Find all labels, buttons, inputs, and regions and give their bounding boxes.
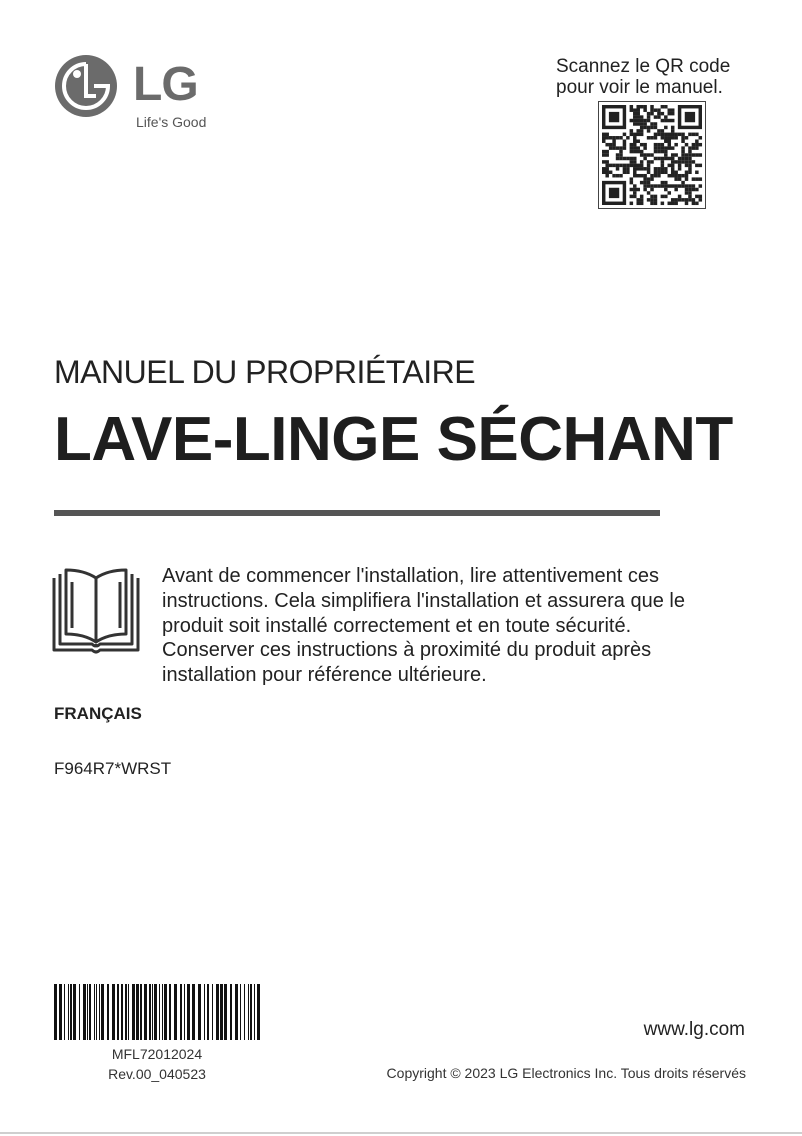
instruction-line: Avant de commencer l'installation, lire attentivement ces [162,565,660,587]
instruction-line: produit soit installé correctement et en toute sécurité. [162,614,632,637]
copyright-notice: Copyright © 2023 LG Electronics Inc. Tous droits réservés [386,1065,746,1081]
qr-caption [556,56,756,98]
model-number: F964R7*WRST [54,759,172,778]
document-number: MFL72012024 [111,1046,203,1062]
bottom-divider [0,1132,802,1134]
qr-caption-line: pour voir le manuel. [556,77,723,98]
document-subtitle: MANUEL DU PROPRIÉTAIRE [54,354,476,390]
instructions-text [162,564,762,688]
instruction-line: instructions. Cela simplifiera l'installation et assurera que le [162,589,685,612]
barcode-icon [54,984,260,1040]
title-divider [54,510,660,516]
website-link[interactable]: www.lg.com [643,1019,745,1040]
instruction-line: Conserver ces instructions à proximité du produit après [162,639,652,662]
language-label: FRANÇAIS [54,704,142,723]
qr-code-icon[interactable] [598,101,706,209]
lg-logo [54,54,224,134]
lg-logo-mark-icon [54,54,118,118]
brand-slogan: Life's Good [136,114,207,130]
qr-caption-line: Scannez le QR code [556,56,731,77]
open-book-icon [52,566,140,654]
revision-label: Rev.00_040523 [108,1066,206,1082]
document-title: LAVE-LINGE SÉCHANT [54,405,733,474]
instruction-line: installation pour référence ultérieure. [162,664,487,687]
brand-name: LG [133,58,198,111]
